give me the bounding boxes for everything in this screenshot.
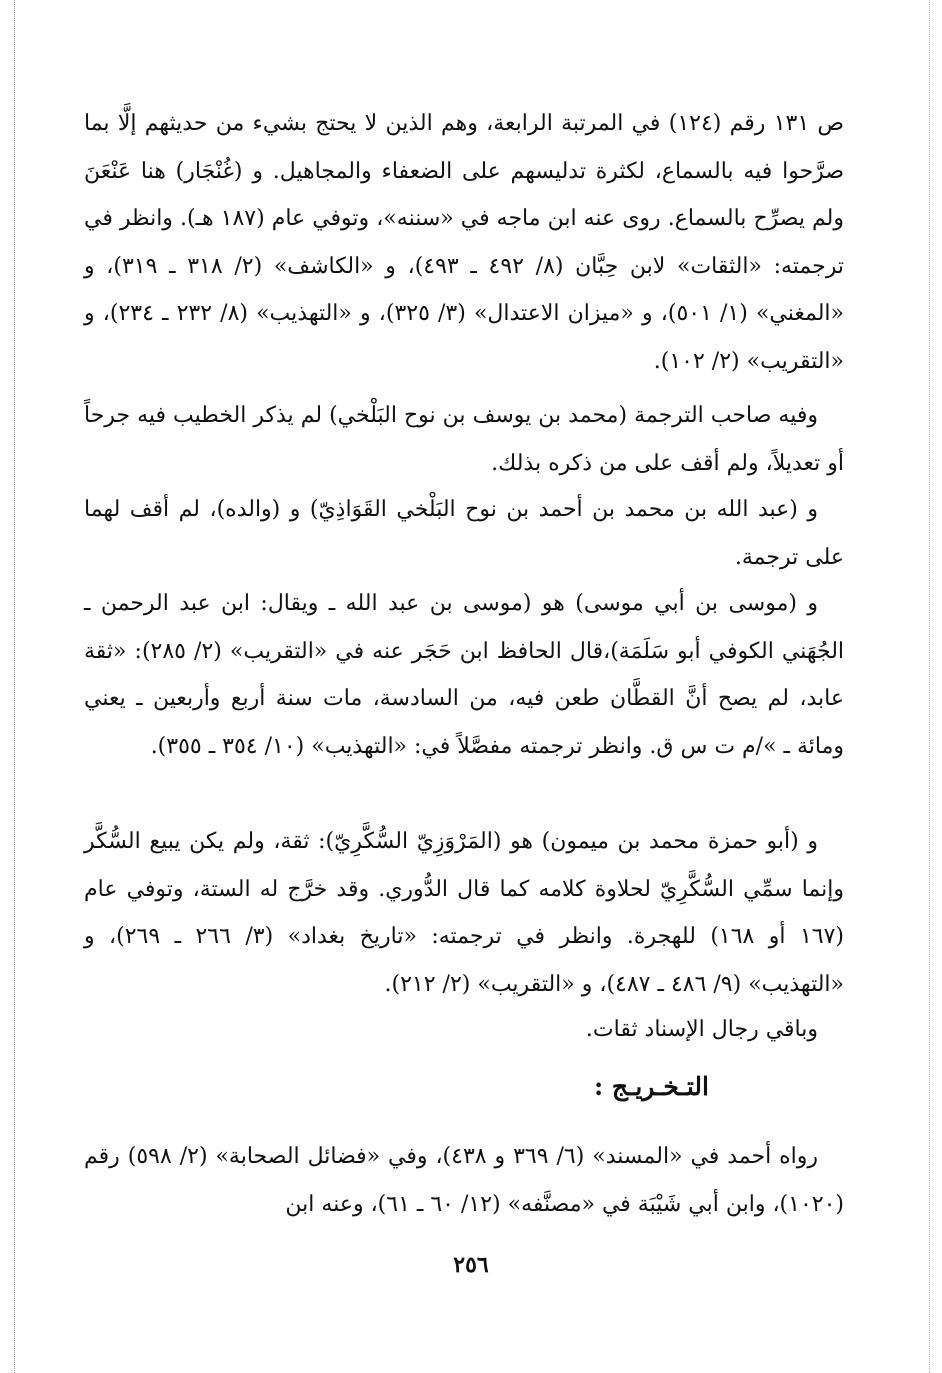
section-heading-takhrij: التـخـريـج : — [593, 1072, 709, 1101]
page-edge-dots-right — [929, 0, 930, 1373]
paragraph-musa-ibn-abi-musa: و (موسى بن أبي موسى) هو (موسى بن عبد الله ـ ويقال: ابن عبد الرحمن ـ الجُهَني الكوفي أبو سَلَمَة)،قال الحافظ ابن حَجَر عنه في «التقريب» (٢/ ٢٨٥): «ثقة عابد، لم يصح أنَّ القطَّان طعن فيه، من السادسة، مات سنة أربع وأربعين ـ يعني ومائة ـ »/م ت س ق. وانظر ترجمته مفصَّلاً في: «التهذيب» (١٠/ ٣٥٤ ـ ٣٥٥). — [84, 591, 845, 759]
paragraph-abu-hamza-sukkari: و (أبو حمزة محمد بن ميمون) هو (المَرْوَزِيّ السُّكَّرِيّ): ثقة، ولم يكن يبيع السُّكَّر وإنما سمِّي السُّكَّرِيّ لحلاوة كلامه كما قال الدُّوري. وقد خرَّج له الستة، وتوفي عام (١٦٧ أو ١٦٨) للهجرة. وانظر في ترجمته: «تاريخ بغداد» (٣/ ٢٦٦ ـ ٢٦٩)، و «التهذيب» (٩/ ٤٨٦ ـ ٤٨٧)، و «التقريب» (٢/ ٢١٢). — [84, 829, 844, 997]
page-number: ٢٥٦ — [453, 1252, 489, 1278]
paragraph-remaining-narrators: وباقي رجال الإسناد ثقات. — [585, 1017, 818, 1042]
paragraph-abdullah-qawadhi: و (عبد الله بن محمد بن أحمد بن نوح البَلْخي القَوَاذِيّ) و (والده)، لم أقف لهما على ترجمة. — [84, 497, 844, 570]
page-edge-dots-left — [14, 0, 15, 1373]
paragraph-takhrij: رواه أحمد في «المسند» (٦/ ٣٦٩ و ٤٣٨)، وفي «فضائل الصحابة» (٢/ ٥٩٨) رقم (١٠٢٠)، وابن أبي شَيْبَة في «مصنَّفه» (١٢/ ٦٠ ـ ٦١)، وعنه ابن — [84, 1144, 844, 1217]
paragraph-muhammad-ibn-yusuf: وفيه صاحب الترجمة (محمد بن يوسف بن نوح البَلْخي) لم يذكر الخطيب فيه جرحاً أو تعديلاً، ولم أقف على من ذكره بذلك. — [84, 403, 844, 476]
paragraph-narrator-ghunjar: ص ١٣١ رقم (١٢٤) في المرتبة الرابعة، وهم الذين لا يحتج بشيء من حديثهم إلَّا بما صرَّحوا فيه بالسماع، لكثرة تدليسهم على الضعفاء والمجاهيل. و (غُنْجَار) هنا عَنْعَنَ ولم يصرِّح بالسماع. روى عنه ابن ماجه في «سننه»، وتوفي عام (١٨٧ هـ). وانظر في ترجمته: «الثقات» لابن حِبَّان (٨/ ٤٩٢ ـ ٤٩٣)، و «الكاشف» (٢/ ٣١٨ ـ ٣١٩)، و «المغني» (١/ ٥٠١)، و «ميزان الاعتدال» (٣/ ٣٢٥)، و «التهذيب» (٨/ ٢٣٢ ـ ٢٣٤)، و «التقريب» (٢/ ١٠٢). — [84, 111, 845, 374]
